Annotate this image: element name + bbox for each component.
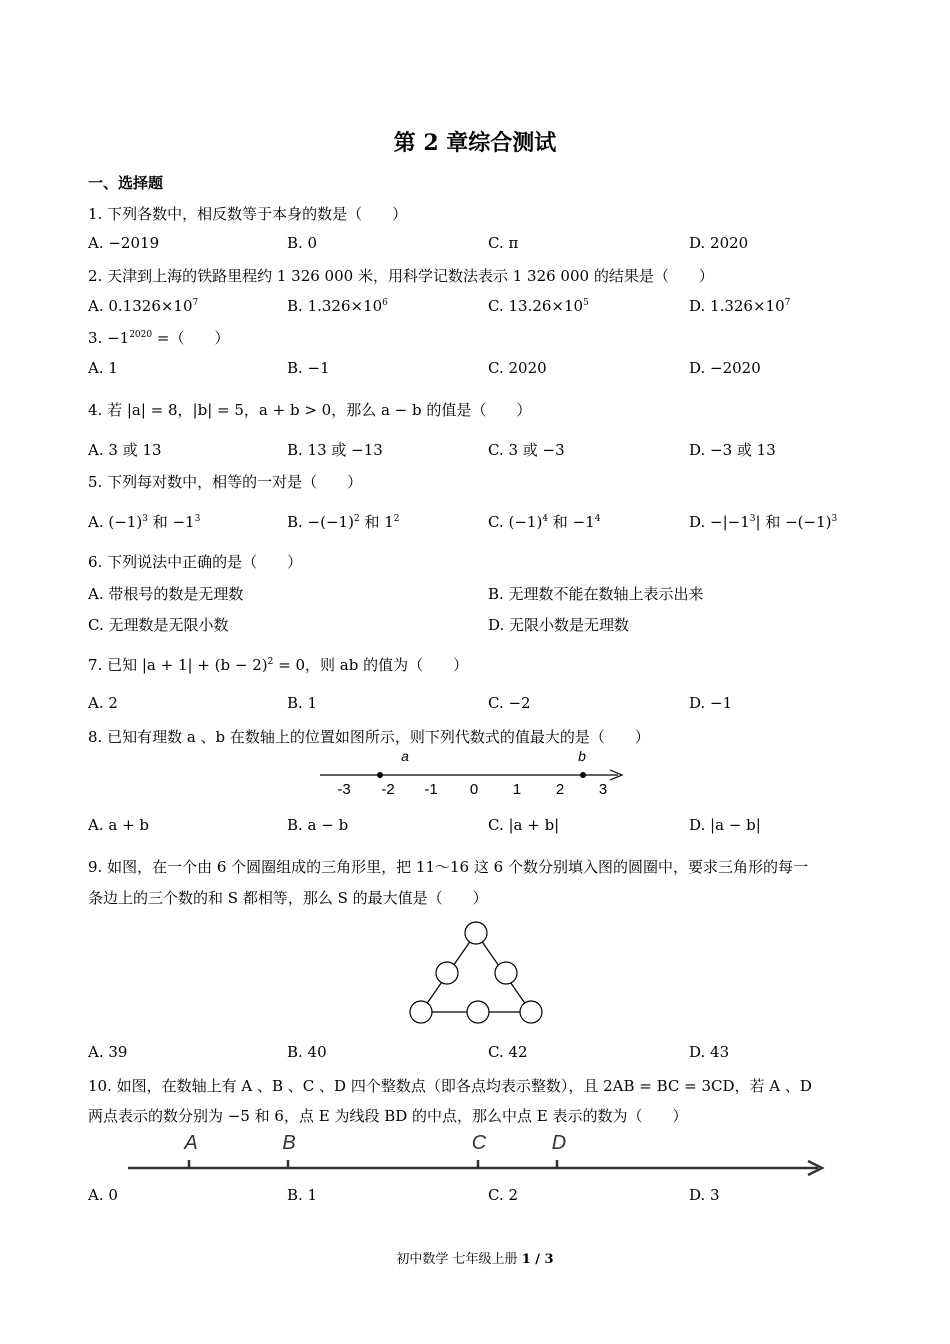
q9-option-c: C. 42 xyxy=(488,1043,528,1061)
q5-option-d: D. $-|-1^3|$ 和 $-(-1)^3$ xyxy=(689,513,838,531)
q8-option-c: C. |a + b| xyxy=(488,816,560,834)
point-a-label: A xyxy=(184,1132,198,1154)
q7-option-d: D. −1 xyxy=(689,694,733,712)
point-b-label: b xyxy=(578,748,586,764)
question-2-stem: 2. 天津到上海的铁路里程约 1 326 000 米，用科学记数法表示 1 326 000 的结果是（ ） xyxy=(88,267,714,285)
question-5-stem: 5. 下列每对数中，相等的一对是（ ） xyxy=(88,473,363,491)
q10-option-a: A. 0 xyxy=(88,1186,118,1204)
q5-option-c: C. $(-1)^4$ 和 $-1^4$ xyxy=(488,513,601,531)
q6-option-d: D. 无限小数是无理数 xyxy=(488,616,630,634)
point-c-label: C xyxy=(471,1132,487,1154)
tick-label: -2 xyxy=(381,781,395,798)
point-d-label: D xyxy=(551,1132,567,1154)
q8-option-d: D. |a − b| xyxy=(689,816,761,834)
question-7-stem: 7. 已知 $|a + 1| + (b - 2)^2 = 0$，则 ab 的值为（ ） xyxy=(88,656,469,674)
q3-option-c: C. 2020 xyxy=(488,359,547,377)
question-10-stem-line-1: 10. 如图，在数轴上有 A 、B 、C 、D 四个整数点（即各点均表示整数），且 2AB = BC = 3CD，若 A 、D xyxy=(88,1077,812,1095)
q4-option-d: D. −3 或 13 xyxy=(689,441,776,459)
q9-option-a: A. 39 xyxy=(88,1043,128,1061)
q6-option-a: A. 带根号的数是无理数 xyxy=(88,585,244,603)
tick-label: -1 xyxy=(424,781,438,798)
q4-option-b: B. 13 或 −13 xyxy=(287,441,383,459)
q1-option-b: B. 0 xyxy=(287,234,318,252)
q10-option-c: C. 2 xyxy=(488,1186,519,1204)
q7-option-c: C. −2 xyxy=(488,694,531,712)
q3-option-b: B. −1 xyxy=(287,359,330,377)
page-footer xyxy=(0,1248,950,1267)
q4-option-c: C. 3 或 −3 xyxy=(488,441,565,459)
q1-option-c: C. π xyxy=(488,234,519,252)
q2-option-b: B. $1.326\times 10^6$ xyxy=(287,297,388,315)
q8-option-b: B. a − b xyxy=(287,816,349,834)
question-9-stem-line-1: 9. 如图，在一个由 6 个圆圈组成的三角形里，把 11～16 这 6 个数分别填入图的圆圈中，要求三角形的每一 xyxy=(88,858,808,876)
circle-node xyxy=(436,962,458,984)
q9-option-b: B. 40 xyxy=(287,1043,327,1061)
point-a-dot xyxy=(377,772,383,778)
question-9-stem-line-2: 条边上的三个数的和 S 都相等，那么 S 的最大值是（ ） xyxy=(88,889,488,907)
q5-option-a: A. $(-1)^3$ 和 $-1^3$ xyxy=(88,513,201,531)
footer-text: 初中数学 七年级上册 xyxy=(396,1252,522,1267)
question-3-stem: 3. $-1^{2020}$ =（ ） xyxy=(88,329,230,347)
q7-option-b: B. 1 xyxy=(287,694,318,712)
question-6-stem: 6. 下列说法中正确的是（ ） xyxy=(88,553,303,571)
q10-option-d: D. 3 xyxy=(689,1186,720,1204)
number-line-figure-q10 xyxy=(120,1128,830,1180)
question-10-stem-line-2: 两点表示的数分别为 −5 和 6，点 E 为线段 BD 的中点，那么中点 E 表示的数为（ ） xyxy=(88,1107,688,1125)
circle-node xyxy=(495,962,517,984)
point-b-label: B xyxy=(282,1132,296,1154)
q7-option-a: A. 2 xyxy=(88,694,118,712)
q1-option-d: D. 2020 xyxy=(689,234,749,252)
tick-label: 0 xyxy=(469,781,479,798)
q6-option-c: C. 无理数是无限小数 xyxy=(88,616,229,634)
circle-node xyxy=(410,1001,432,1023)
q1-option-a: A. −2019 xyxy=(88,234,160,252)
q8-option-a: A. a + b xyxy=(88,816,150,834)
q3-option-a: A. 1 xyxy=(88,359,118,377)
q2-option-a: A. $0.1326\times 10^7$ xyxy=(88,297,199,315)
section-heading: 一、选择题 xyxy=(88,174,164,192)
question-4-stem: 4. 若 |a| = 8，|b| = 5，a + b > 0，那么 a − b 的值是（ ） xyxy=(88,401,532,419)
tick-label: 1 xyxy=(512,781,522,798)
triangle-circles-figure xyxy=(400,918,550,1030)
question-8-stem: 8. 已知有理数 a 、b 在数轴上的位置如图所示，则下列代数式的值最大的是（ ） xyxy=(88,728,650,746)
q2-option-c: C. $13.26\times 10^5$ xyxy=(488,297,589,315)
q6-option-b: B. 无理数不能在数轴上表示出来 xyxy=(488,585,704,603)
page-title: 第 2 章综合测试 xyxy=(393,130,557,156)
tick-label: 3 xyxy=(598,781,608,798)
number-line-figure-q8 xyxy=(318,748,630,800)
q9-option-d: D. 43 xyxy=(689,1043,730,1061)
tick-label: 2 xyxy=(555,781,565,798)
tick-label: -3 xyxy=(337,781,351,798)
question-1-stem: 1. 下列各数中，相反数等于本身的数是（ ） xyxy=(88,205,408,223)
page-number: 1 / 3 xyxy=(521,1252,554,1267)
q4-option-a: A. 3 或 13 xyxy=(88,441,162,459)
q3-option-d: D. −2020 xyxy=(689,359,761,377)
q5-option-b: B. $-(-1)^2$ 和 $1^2$ xyxy=(287,513,400,531)
circle-node xyxy=(520,1001,542,1023)
circle-node xyxy=(467,1001,489,1023)
circle-node xyxy=(465,922,487,944)
q2-option-d: D. $1.326\times 10^7$ xyxy=(689,297,791,315)
point-b-dot xyxy=(580,772,586,778)
q10-option-b: B. 1 xyxy=(287,1186,318,1204)
point-a-label: a xyxy=(401,748,409,764)
